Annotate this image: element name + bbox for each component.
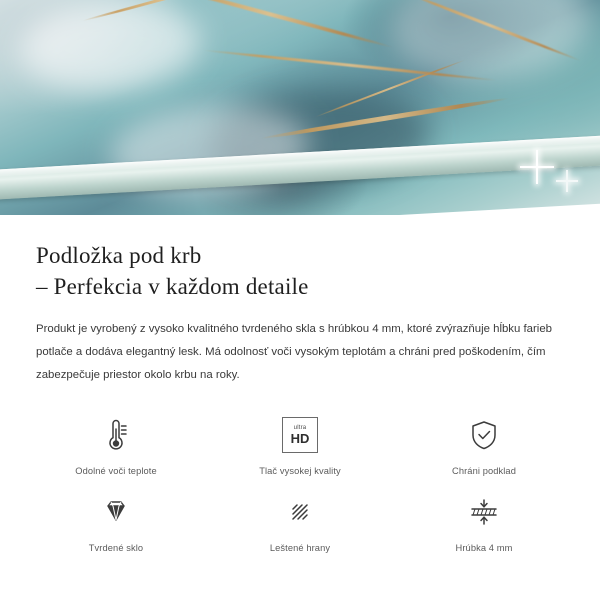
feature-label: Hrúbka 4 mm: [455, 542, 513, 553]
feature-item-tempered-glass: [24, 490, 208, 553]
thickness-icon: [462, 490, 506, 534]
page-title: [36, 241, 564, 302]
headline-line-2: – Perfekcia v každom detaile: [36, 273, 309, 299]
shield-check-icon: [464, 413, 504, 457]
feature-item-print-quality: [208, 413, 392, 476]
hero-image: [0, 0, 600, 215]
feature-label: Tlač vysokej kvality: [259, 465, 341, 476]
content-block: [0, 215, 600, 387]
headline-line-1: Podložka pod krb: [36, 243, 202, 268]
ultra-hd-badge-main: HD: [290, 430, 310, 446]
feature-item-polished-edges: [208, 490, 392, 553]
feature-grid: [0, 413, 600, 553]
thermometer-icon: [96, 413, 136, 457]
feature-label: Chráni podklad: [452, 465, 516, 476]
feature-item-protects-surface: [392, 413, 576, 476]
feature-item-temperature: [24, 413, 208, 476]
ultra-hd-badge-top: ultra: [293, 424, 307, 431]
diamond-icon: [96, 490, 136, 534]
polished-edges-icon: [280, 490, 320, 534]
feature-label: Leštené hrany: [269, 542, 331, 553]
feature-item-thickness: [392, 490, 576, 553]
product-description: Produkt je vyrobený z vysoko kvalitného tvrdeného skla s hrúbkou 4 mm, ktoré zvýrazňuje hĺbku farieb potlače a dodáva elegantný lesk. Má odolnosť voči vysokým teplotám a chráni pred poškodením, čím zabezpečuje priestor okolo krbu na roky.: [36, 323, 552, 381]
ultra-hd-icon: [282, 413, 318, 457]
feature-label: Tvrdené sklo: [88, 542, 144, 553]
feature-label: Odolné voči teplote: [75, 465, 157, 476]
